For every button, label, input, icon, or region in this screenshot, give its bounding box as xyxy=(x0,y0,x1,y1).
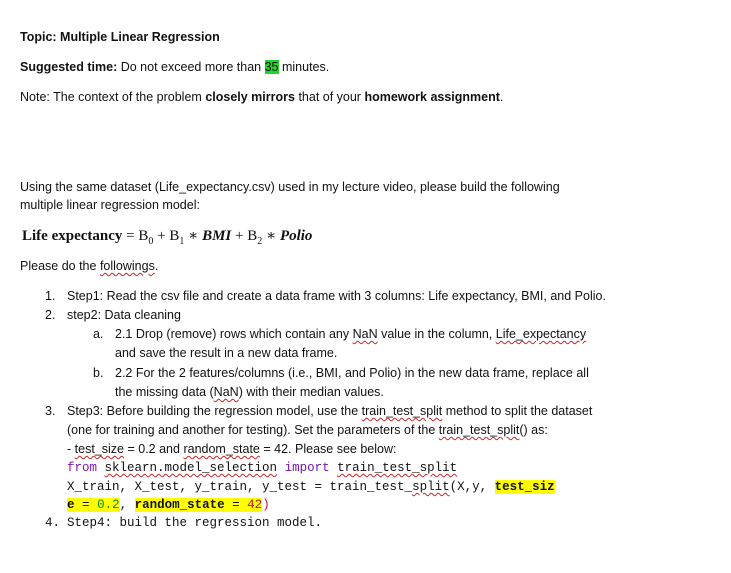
code-test-size-part: test_siz xyxy=(494,480,555,494)
intro-line-2: multiple linear regression model: xyxy=(20,198,200,212)
step-1: Step1: Read the csv file and create a data frame with 3 columns: Life expectancy, BMI, and Polio. xyxy=(67,289,606,303)
step-3-line-3-mid: = 0.2 and xyxy=(127,442,180,456)
step-4: Step4: build the regression model. xyxy=(67,516,323,530)
note-bold-2: homework assignment xyxy=(364,90,500,104)
formula-bmi: BMI xyxy=(202,228,232,244)
formula-polio: Polio xyxy=(279,228,313,244)
code-test-size-end: e xyxy=(67,498,75,512)
code-line-2 xyxy=(67,479,555,495)
step-3-random-state: random_state xyxy=(183,442,260,456)
step-2a-life-expectancy: Life_expectancy xyxy=(495,327,587,341)
code-assignment: X_train, X_test, y_train, y_test = train_test_ xyxy=(67,480,413,494)
step-2a-marker: a. xyxy=(93,327,104,341)
step-1-marker: 1. xyxy=(45,289,56,303)
note-text-mid: that of your xyxy=(298,90,361,104)
step-2b-line-2 xyxy=(115,384,384,400)
formula-b2: B xyxy=(247,228,258,244)
code-args: (X,y, xyxy=(449,480,488,494)
code-random-state: random_state xyxy=(134,498,225,512)
formula-b2-sub: 2 xyxy=(257,236,263,247)
please-line xyxy=(20,258,158,274)
suggested-time-label: Suggested time: xyxy=(20,60,118,74)
formula-b0: B xyxy=(138,228,149,244)
code-module: sklearn.model_selection xyxy=(104,461,278,475)
step-3-line-3-post: = 42. Please see below: xyxy=(263,442,397,456)
step-3-test-size: test_size xyxy=(74,442,124,456)
code-test-size-value: 0.2 xyxy=(97,498,120,512)
note-bold-1: closely mirrors xyxy=(205,90,295,104)
formula-equals: = xyxy=(126,228,135,244)
code-import-keyword: import xyxy=(284,461,330,475)
step-4-marker: 4. xyxy=(45,516,61,530)
step-3-line-2-pre: (one for training and another for testing). Set the parameters of the xyxy=(67,423,436,437)
step-3-dash: - xyxy=(67,442,72,456)
note-end: . xyxy=(499,90,504,104)
suggested-time-line xyxy=(20,59,329,75)
step-3-line-2-tts: train_test_split xyxy=(438,423,520,437)
step-2a-text: 2.1 Drop (remove) rows which contain any xyxy=(115,327,350,341)
note-line xyxy=(20,89,503,105)
formula-lhs: Life expectancy xyxy=(22,228,123,244)
formula-plus-1: + xyxy=(157,228,166,244)
code-function: train_test_split xyxy=(337,461,458,475)
step-2a-line-2: and save the result in a new data frame. xyxy=(115,346,338,360)
topic-heading: Topic: Multiple Linear Regression xyxy=(20,30,220,44)
formula-plus-2: + xyxy=(235,228,244,244)
step-2a-mid: value in the column, xyxy=(381,327,493,341)
code-line-1 xyxy=(67,460,457,476)
step-2b-pre: the missing data ( xyxy=(115,385,214,399)
note-text: Note: The context of the problem xyxy=(20,90,202,104)
suggested-time-value: 35 xyxy=(264,60,279,74)
code-comma: , xyxy=(119,498,128,512)
step-2a-nan: NaN xyxy=(352,327,378,341)
step-2b-line-1: 2.2 For the 2 features/columns (i.e., BMI, and Polio) in the new data frame, replace all xyxy=(115,366,589,380)
code-from-keyword: from xyxy=(67,461,98,475)
code-equals-1: = xyxy=(82,498,90,512)
step-2b-marker: b. xyxy=(93,366,104,380)
please-end: . xyxy=(154,259,159,273)
step-2: step2: Data cleaning xyxy=(67,308,181,322)
formula-b1: B xyxy=(169,228,180,244)
formula-b1-sub: 1 xyxy=(179,236,185,247)
step-2a-line-1 xyxy=(115,326,586,342)
step-3-line-2-post: () as: xyxy=(519,423,548,437)
intro-line-1: Using the same dataset (Life_expectancy.csv) used in my lecture video, please build the following xyxy=(20,180,560,194)
step-3-line-2 xyxy=(67,422,548,438)
code-equals-2: = xyxy=(232,498,240,512)
please-text: Please do the xyxy=(20,259,97,273)
step-3-train-test-split: train_test_split xyxy=(361,404,443,418)
step-3-line-3 xyxy=(67,441,396,457)
please-followings: followings xyxy=(99,259,155,273)
formula-star-2: ∗ xyxy=(265,228,277,244)
step-3-post: method to split the dataset xyxy=(445,404,593,418)
step-2b-nan: NaN xyxy=(213,385,239,399)
code-split: split xyxy=(412,480,450,494)
step-3-marker: 3. xyxy=(45,404,56,418)
code-random-state-value: 42 xyxy=(247,498,263,512)
code-close-paren: ) xyxy=(262,498,270,512)
suggested-time-post: minutes. xyxy=(281,60,330,74)
step-2b-post: ) with their median values. xyxy=(238,385,384,399)
formula-b0-sub: 0 xyxy=(148,236,154,247)
step-3-line-1 xyxy=(67,403,592,419)
suggested-time-pre: Do not exceed more than xyxy=(120,60,262,74)
formula xyxy=(22,227,312,251)
code-line-3 xyxy=(67,497,270,513)
step-2-marker: 2. xyxy=(45,308,56,322)
step-3-pre: Step3: Before building the regression model, use the xyxy=(67,404,359,418)
formula-star-1: ∗ xyxy=(188,228,199,244)
